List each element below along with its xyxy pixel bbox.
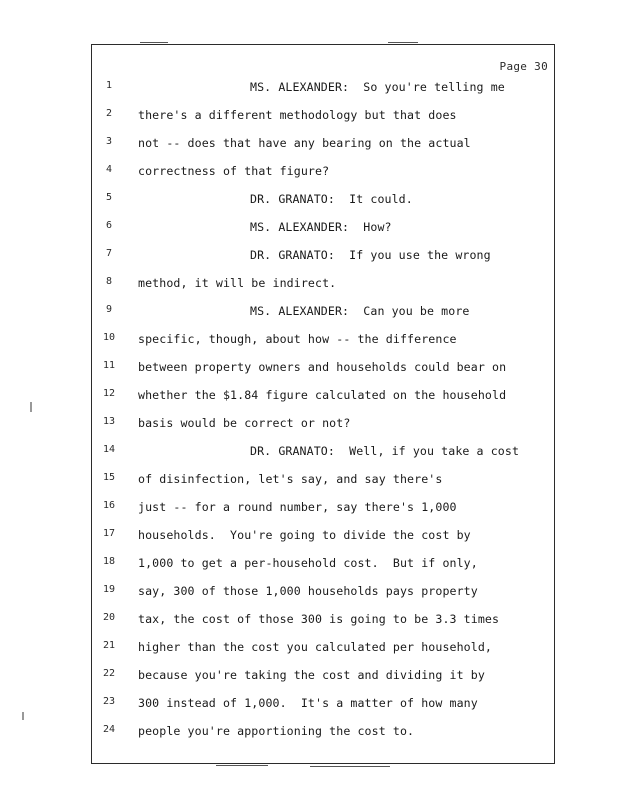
- line-text: households. You're going to divide the cost by: [138, 528, 471, 542]
- line-text: DR. GRANATO: If you use the wrong: [250, 248, 491, 262]
- transcript-line: [0, 192, 618, 212]
- line-number: 5: [105, 192, 113, 203]
- line-number: 23: [102, 696, 116, 707]
- line-number: 3: [105, 136, 113, 147]
- scan-artifact: [22, 712, 24, 720]
- line-number: 12: [102, 388, 116, 399]
- line-number: 15: [102, 472, 116, 483]
- transcript-line: [0, 612, 618, 632]
- scan-artifact: [310, 766, 390, 767]
- scan-artifact: [140, 42, 168, 43]
- line-number: 7: [105, 248, 113, 259]
- line-number: 22: [102, 668, 116, 679]
- line-text: MS. ALEXANDER: So you're telling me: [250, 80, 505, 94]
- transcript-line: [0, 584, 618, 604]
- line-text: specific, though, about how -- the difference: [138, 332, 457, 346]
- transcript-line: [0, 304, 618, 324]
- line-number: 6: [105, 220, 113, 231]
- line-text: correctness of that figure?: [138, 164, 330, 178]
- transcript-line: [0, 276, 618, 296]
- line-text: between property owners and households could bear on: [138, 360, 507, 374]
- line-text: basis would be correct or not?: [138, 416, 351, 430]
- transcript-line: [0, 472, 618, 492]
- line-text: MS. ALEXANDER: Can you be more: [250, 304, 470, 318]
- line-number: 13: [102, 416, 116, 427]
- line-text: 300 instead of 1,000. It's a matter of how many: [138, 696, 478, 710]
- line-number: 2: [105, 108, 113, 119]
- transcript-line: [0, 164, 618, 184]
- line-number: 11: [102, 360, 116, 371]
- line-text: 1,000 to get a per-household cost. But if only,: [138, 556, 478, 570]
- scan-artifact: [30, 402, 32, 412]
- line-number: 10: [102, 332, 116, 343]
- scan-artifact: [216, 765, 268, 766]
- line-text: DR. GRANATO: It could.: [250, 192, 413, 206]
- page-number: Page 30: [499, 60, 548, 73]
- transcript-line: [0, 136, 618, 156]
- line-text: DR. GRANATO: Well, if you take a cost: [250, 444, 520, 458]
- line-number: 24: [102, 724, 116, 735]
- scan-artifact: [388, 42, 418, 43]
- line-text: of disinfection, let's say, and say there's: [138, 472, 443, 486]
- transcript-line: [0, 444, 618, 464]
- line-text: method, it will be indirect.: [138, 276, 337, 290]
- line-number: 9: [105, 304, 113, 315]
- line-text: MS. ALEXANDER: How?: [250, 220, 392, 234]
- transcript-line: [0, 724, 618, 744]
- transcript-line: [0, 80, 618, 100]
- line-text: whether the $1.84 figure calculated on the household: [138, 388, 507, 402]
- line-number: 21: [102, 640, 116, 651]
- transcript-line: [0, 332, 618, 352]
- line-text: there's a different methodology but that does: [138, 108, 457, 122]
- transcript-line: [0, 696, 618, 716]
- line-text: because you're taking the cost and dividing it by: [138, 668, 485, 682]
- transcript-line: [0, 220, 618, 240]
- line-text: say, 300 of those 1,000 households pays property: [138, 584, 478, 598]
- line-text: just -- for a round number, say there's 1,000: [138, 500, 457, 514]
- transcript-line: [0, 640, 618, 660]
- line-number: 14: [102, 444, 116, 455]
- transcript-line: [0, 388, 618, 408]
- line-number: 8: [105, 276, 113, 287]
- transcript-line: [0, 360, 618, 380]
- transcript-line: [0, 500, 618, 520]
- line-number: 17: [102, 528, 116, 539]
- line-number: 18: [102, 556, 116, 567]
- line-number: 20: [102, 612, 116, 623]
- line-number: 16: [102, 500, 116, 511]
- transcript-line: [0, 668, 618, 688]
- transcript-line: [0, 416, 618, 436]
- line-text: people you're apportioning the cost to.: [138, 724, 415, 738]
- line-text: higher than the cost you calculated per household,: [138, 640, 493, 654]
- transcript-line: [0, 528, 618, 548]
- line-text: tax, the cost of those 300 is going to be 3.3 times: [138, 612, 500, 626]
- line-number: 4: [105, 164, 113, 175]
- transcript-line: [0, 248, 618, 268]
- line-number: 19: [102, 584, 116, 595]
- line-text: not -- does that have any bearing on the actual: [138, 136, 471, 150]
- transcript-line: [0, 556, 618, 576]
- transcript-line: [0, 108, 618, 128]
- line-number: 1: [105, 80, 113, 91]
